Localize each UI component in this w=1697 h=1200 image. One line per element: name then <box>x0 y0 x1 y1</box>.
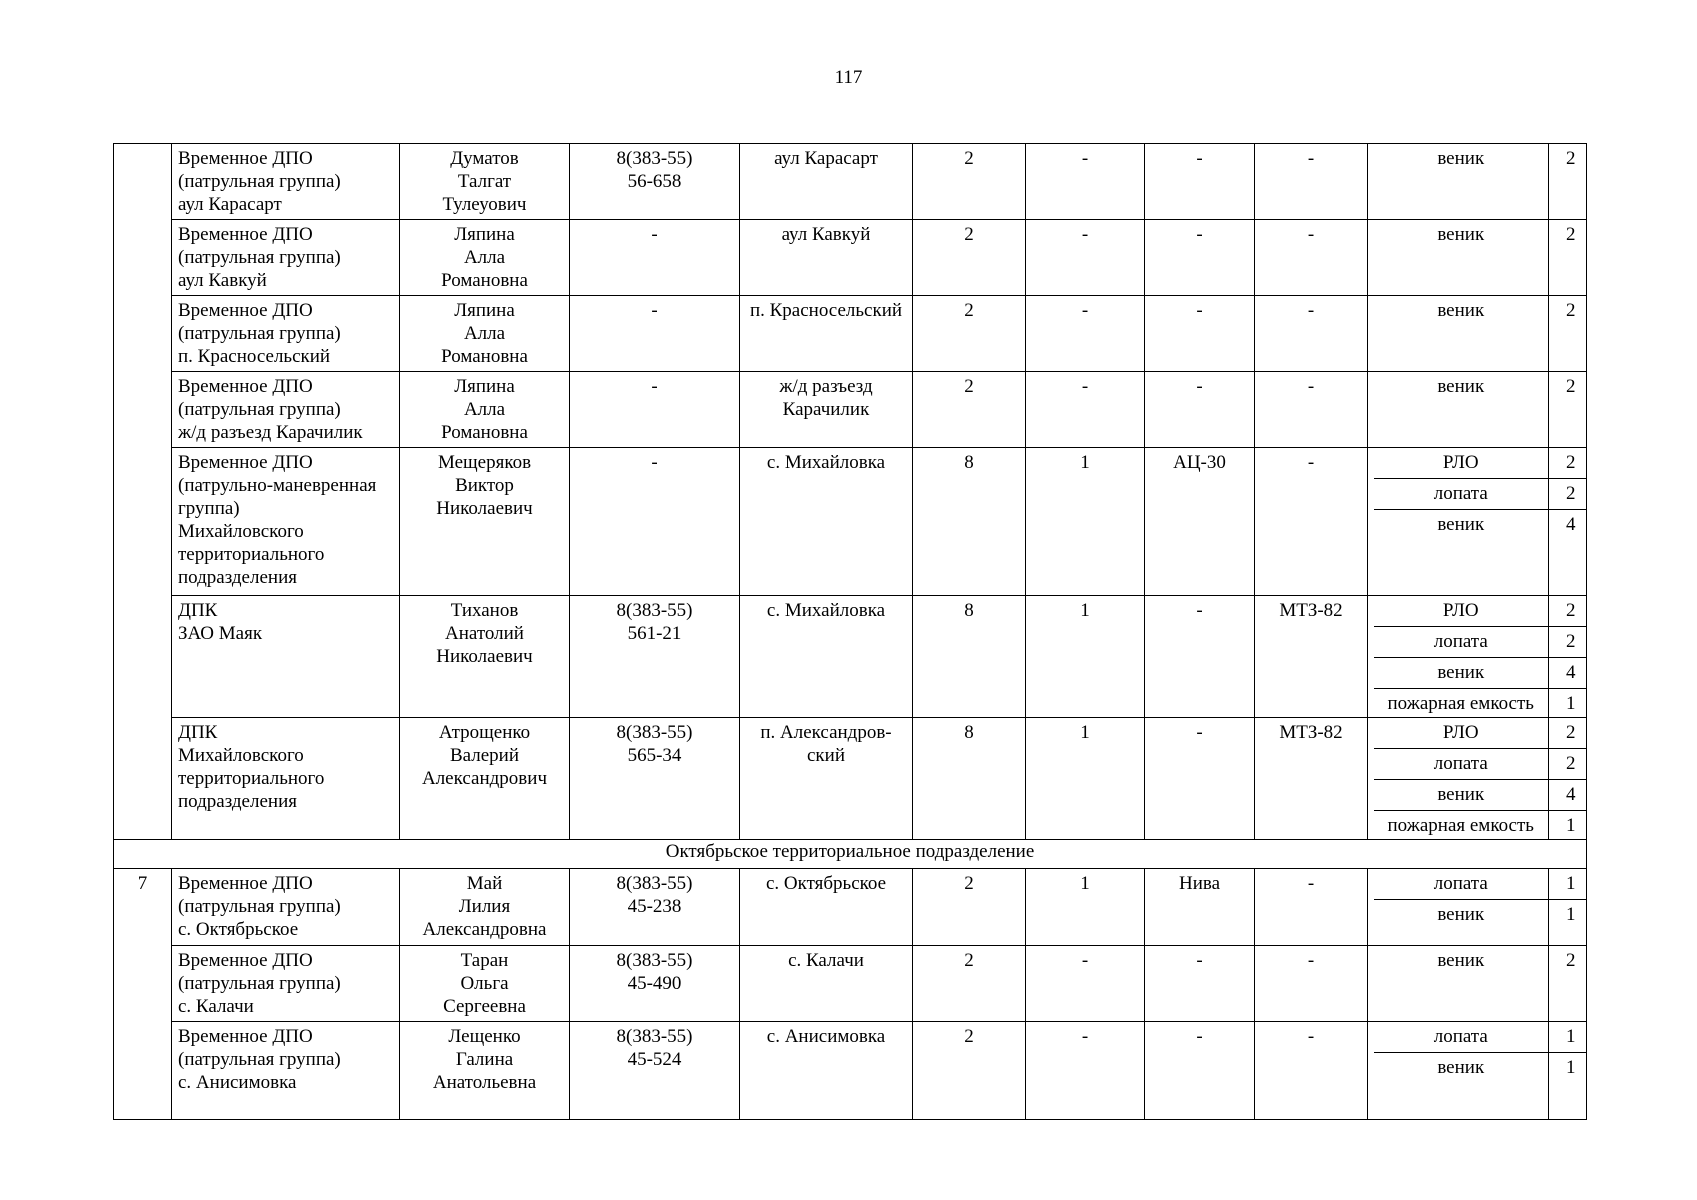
location: п. Александров- ский <box>740 718 913 840</box>
tractor: - <box>1255 296 1368 372</box>
tractor: - <box>1255 869 1368 946</box>
vehicle-count: 1 <box>1026 869 1145 946</box>
resources-table <box>113 143 1587 1120</box>
equipment-quantity: 2 <box>1548 479 1587 510</box>
equipment-item <box>1374 448 1587 479</box>
equipment-name: веник <box>1374 946 1548 1021</box>
responsible-person: Тиханов Анатолий Николаевич <box>400 596 570 718</box>
equipment-item <box>1374 689 1587 718</box>
equipment-list <box>1374 869 1587 945</box>
table-body <box>114 144 1587 1120</box>
table-row <box>114 718 1587 840</box>
location: с. Анисимовка <box>740 1022 913 1120</box>
equipment-list <box>1374 372 1587 447</box>
equipment-item <box>1374 1022 1587 1053</box>
equipment-item <box>1374 1053 1587 1120</box>
equipment-quantity: 4 <box>1566 514 1576 535</box>
equipment-item <box>1374 946 1587 1021</box>
table-row <box>114 372 1587 448</box>
phone-number: 8(383-55) 565-34 <box>570 718 740 840</box>
tractor: - <box>1255 144 1368 220</box>
equipment-list <box>1374 144 1587 219</box>
equipment-quantity: 2 <box>1566 376 1576 397</box>
page-number: 117 <box>834 67 863 88</box>
equipment-item <box>1374 510 1587 596</box>
personnel-count: 2 <box>913 220 1026 296</box>
equipment-list <box>1374 946 1587 1021</box>
vehicle-count: 1 <box>1026 718 1145 840</box>
vehicle-count: - <box>1026 1022 1145 1120</box>
equipment-quantity: 1 <box>1566 1057 1576 1078</box>
equipment-item <box>1374 900 1587 946</box>
tractor: МТЗ-82 <box>1255 596 1368 718</box>
equipment-quantity: 2 <box>1548 596 1587 627</box>
equipment-item <box>1374 718 1587 749</box>
equipment-quantity: 1 <box>1548 869 1587 900</box>
responsible-person: Мещеряков Виктор Николаевич <box>400 448 570 596</box>
responsible-person: Лещенко Галина Анатольевна <box>400 1022 570 1120</box>
equipment-name: веник <box>1374 1053 1548 1120</box>
responsible-person: Ляпина Алла Романовна <box>400 372 570 448</box>
equipment-item <box>1374 658 1587 689</box>
unit-name: Временное ДПО (патрульная группа) с. Анисимовка <box>172 1022 400 1120</box>
tractor: МТЗ-82 <box>1255 718 1368 840</box>
personnel-count: 2 <box>913 946 1026 1022</box>
equipment-name: веник <box>1374 780 1548 811</box>
responsible-person: Ляпина Алла Романовна <box>400 296 570 372</box>
equipment-cell <box>1368 718 1587 840</box>
equipment-cell <box>1368 296 1587 372</box>
personnel-count: 2 <box>913 869 1026 946</box>
equipment-cell <box>1368 448 1587 596</box>
fire-truck: - <box>1145 372 1255 448</box>
responsible-person: Таран Ольга Сергеевна <box>400 946 570 1022</box>
equipment-list <box>1374 1022 1587 1119</box>
phone-number: - <box>570 296 740 372</box>
table-row <box>114 596 1587 718</box>
equipment-list <box>1374 296 1587 371</box>
equipment-name: лопата <box>1374 869 1548 900</box>
personnel-count: 8 <box>913 448 1026 596</box>
fire-truck: АЦ-30 <box>1145 448 1255 596</box>
equipment-quantity: 1 <box>1566 693 1576 714</box>
equipment-item <box>1374 596 1587 627</box>
tractor: - <box>1255 220 1368 296</box>
equipment-name: лопата <box>1374 1022 1548 1053</box>
row-number <box>114 144 172 840</box>
equipment-item <box>1374 220 1587 295</box>
fire-truck: - <box>1145 220 1255 296</box>
equipment-list <box>1374 718 1587 839</box>
responsible-person: Атрощенко Валерий Александрович <box>400 718 570 840</box>
equipment-quantity: 2 <box>1566 950 1576 971</box>
unit-name: Временное ДПО (патрульная группа) с. Октябрьское <box>172 869 400 946</box>
equipment-cell <box>1368 596 1587 718</box>
equipment-quantity: 2 <box>1548 718 1587 749</box>
section-title: Октябрьское территориальное подразделение <box>114 840 1587 869</box>
fire-truck: - <box>1145 946 1255 1022</box>
personnel-count: 2 <box>913 1022 1026 1120</box>
equipment-list <box>1374 596 1587 717</box>
location: аул Карасарт <box>740 144 913 220</box>
equipment-quantity: 4 <box>1548 658 1587 689</box>
equipment-name: лопата <box>1374 627 1548 658</box>
location: п. Красносельский <box>740 296 913 372</box>
equipment-quantity: 2 <box>1566 300 1576 321</box>
table-row <box>114 946 1587 1022</box>
fire-truck: - <box>1145 296 1255 372</box>
equipment-item <box>1374 296 1587 371</box>
personnel-count: 2 <box>913 372 1026 448</box>
row-number: 7 <box>114 869 172 1120</box>
vehicle-count: - <box>1026 946 1145 1022</box>
unit-name: Временное ДПО (патрульная группа) ж/д разъезд Карачилик <box>172 372 400 448</box>
vehicle-count: - <box>1026 372 1145 448</box>
table-row <box>114 144 1587 220</box>
equipment-name: пожарная емкость <box>1374 689 1548 718</box>
equipment-quantity: 1 <box>1566 815 1576 836</box>
personnel-count: 2 <box>913 296 1026 372</box>
tractor: - <box>1255 946 1368 1022</box>
personnel-count: 8 <box>913 596 1026 718</box>
equipment-name: веник <box>1374 372 1548 447</box>
equipment-quantity: 1 <box>1566 904 1576 925</box>
equipment-name: веник <box>1374 144 1548 219</box>
equipment-name: веник <box>1374 900 1548 946</box>
equipment-cell <box>1368 372 1587 448</box>
location: ж/д разъезд Карачилик <box>740 372 913 448</box>
phone-number: 8(383-55) 45-490 <box>570 946 740 1022</box>
equipment-item <box>1374 869 1587 900</box>
tractor: - <box>1255 372 1368 448</box>
table-row <box>114 220 1587 296</box>
equipment-quantity: 4 <box>1548 780 1587 811</box>
location: с. Калачи <box>740 946 913 1022</box>
fire-truck: - <box>1145 596 1255 718</box>
location: с. Михайловка <box>740 448 913 596</box>
unit-name: ДПК ЗАО Маяк <box>172 596 400 718</box>
table-row <box>114 296 1587 372</box>
equipment-item <box>1374 627 1587 658</box>
equipment-name: лопата <box>1374 479 1548 510</box>
phone-number: 8(383-55) 56-658 <box>570 144 740 220</box>
vehicle-count: 1 <box>1026 448 1145 596</box>
equipment-name: РЛО <box>1374 596 1548 627</box>
phone-number: - <box>570 220 740 296</box>
personnel-count: 8 <box>913 718 1026 840</box>
location: с. Октябрьское <box>740 869 913 946</box>
equipment-cell <box>1368 220 1587 296</box>
equipment-name: РЛО <box>1374 448 1548 479</box>
equipment-quantity: 2 <box>1548 627 1587 658</box>
equipment-item <box>1374 479 1587 510</box>
location: с. Михайловка <box>740 596 913 718</box>
equipment-item <box>1374 749 1587 780</box>
equipment-cell <box>1368 1022 1587 1120</box>
unit-name: Временное ДПО (патрульно-маневренная группа) Михайловского территориального подразделения <box>172 448 400 596</box>
section-row <box>114 840 1587 869</box>
unit-name: Временное ДПО (патрульная группа) с. Калачи <box>172 946 400 1022</box>
equipment-quantity: 2 <box>1548 749 1587 780</box>
equipment-quantity: 2 <box>1548 448 1587 479</box>
fire-truck: - <box>1145 144 1255 220</box>
equipment-name: веник <box>1374 296 1548 371</box>
equipment-item <box>1374 780 1587 811</box>
unit-name: Временное ДПО (патрульная группа) аул Карасарт <box>172 144 400 220</box>
phone-number: 8(383-55) 45-238 <box>570 869 740 946</box>
table-row <box>114 869 1587 946</box>
phone-number: 8(383-55) 561-21 <box>570 596 740 718</box>
responsible-person: Ляпина Алла Романовна <box>400 220 570 296</box>
equipment-cell <box>1368 144 1587 220</box>
equipment-quantity: 2 <box>1566 224 1576 245</box>
phone-number: 8(383-55) 45-524 <box>570 1022 740 1120</box>
equipment-name: веник <box>1374 658 1548 689</box>
vehicle-count: - <box>1026 144 1145 220</box>
phone-number: - <box>570 372 740 448</box>
fire-truck: Нива <box>1145 869 1255 946</box>
equipment-item <box>1374 144 1587 219</box>
tractor: - <box>1255 1022 1368 1120</box>
unit-name: Временное ДПО (патрульная группа) п. Красносельский <box>172 296 400 372</box>
equipment-cell <box>1368 946 1587 1022</box>
table-row <box>114 448 1587 596</box>
tractor: - <box>1255 448 1368 596</box>
equipment-name: веник <box>1374 510 1548 596</box>
unit-name: ДПК Михайловского территориального подразделения <box>172 718 400 840</box>
vehicle-count: - <box>1026 220 1145 296</box>
table-row <box>114 1022 1587 1120</box>
equipment-quantity: 2 <box>1566 148 1576 169</box>
unit-name: Временное ДПО (патрульная группа) аул Кавкуй <box>172 220 400 296</box>
equipment-item <box>1374 811 1587 840</box>
phone-number: - <box>570 448 740 596</box>
vehicle-count: 1 <box>1026 596 1145 718</box>
equipment-list <box>1374 220 1587 295</box>
fire-truck: - <box>1145 718 1255 840</box>
equipment-list <box>1374 448 1587 595</box>
fire-truck: - <box>1145 1022 1255 1120</box>
equipment-name: веник <box>1374 220 1548 295</box>
responsible-person: Май Лилия Александровна <box>400 869 570 946</box>
equipment-name: пожарная емкость <box>1374 811 1548 840</box>
equipment-name: лопата <box>1374 749 1548 780</box>
responsible-person: Думатов Талгат Тулеуович <box>400 144 570 220</box>
equipment-item <box>1374 372 1587 447</box>
equipment-cell <box>1368 869 1587 946</box>
equipment-quantity: 1 <box>1548 1022 1587 1053</box>
equipment-name: РЛО <box>1374 718 1548 749</box>
personnel-count: 2 <box>913 144 1026 220</box>
vehicle-count: - <box>1026 296 1145 372</box>
location: аул Кавкуй <box>740 220 913 296</box>
